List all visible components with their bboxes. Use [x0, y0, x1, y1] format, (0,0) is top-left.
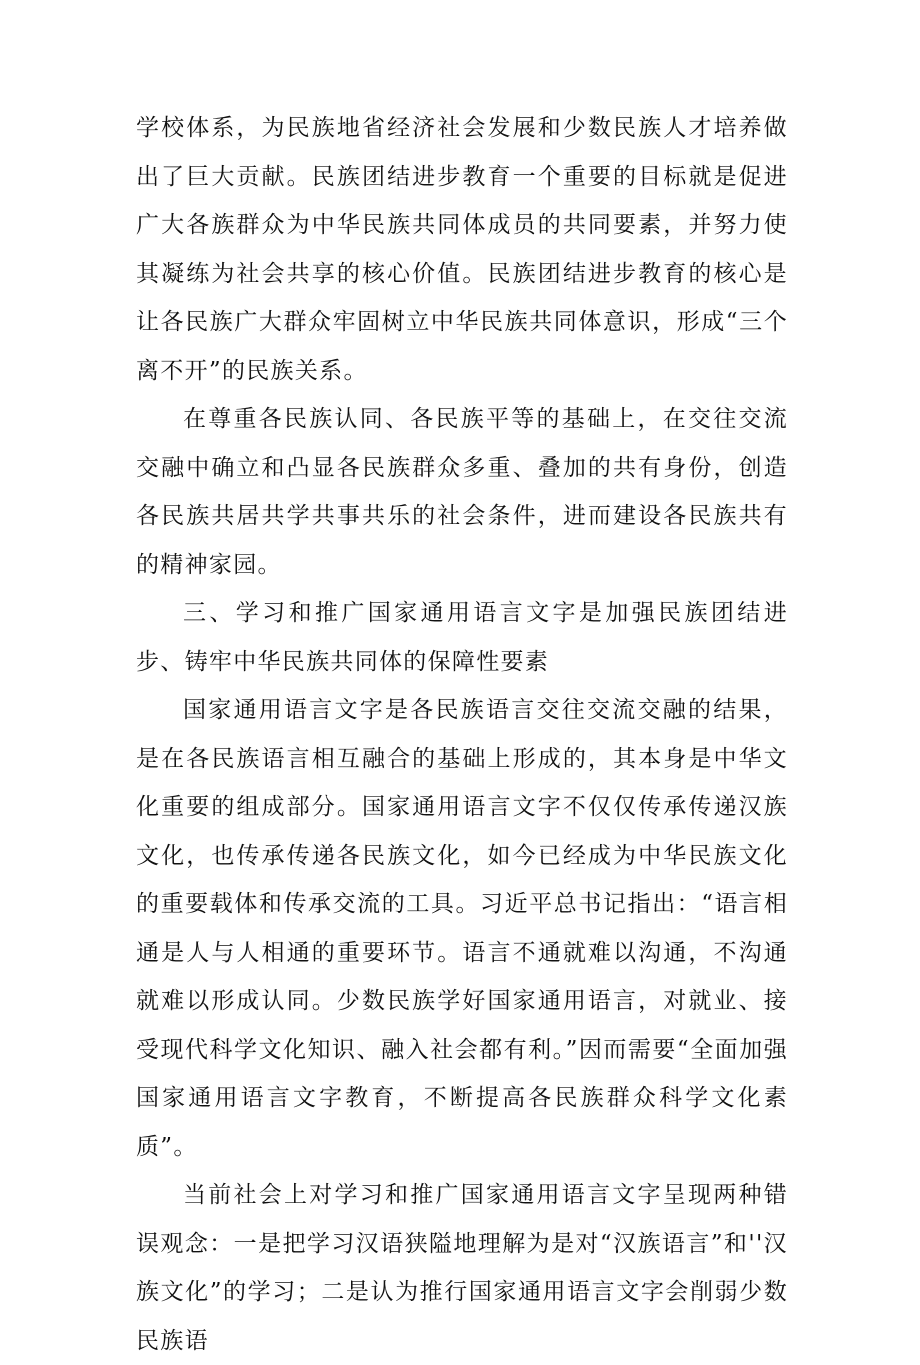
paragraph-2: 在尊重各民族认同、各民族平等的基础上，在交往交流交融中确立和凸显各民族群众多重、叠加的共有身份，创造各民族共居共学共事共乐的社会条件，进而建设各民族共有的精神家园。 [136, 406, 788, 578]
paragraph-5: 当前社会上对学习和推广国家通用语言文字呈现两种错误观念：一是把学习汉语狭隘地理解为是对“汉族语言”和''汉族文化”的学习；二是认为推行国家通用语言文字会削弱少数民族语 [136, 1182, 788, 1354]
paragraph-1: 学校体系，为民族地省经济社会发展和少数民族人才培养做出了巨大贡献。民族团结进步教育一个重要的目标就是促进广大各族群众为中华民族共同体成员的共同要素，并努力使其凝练为社会共享的核心价值。民族团结进步教育的核心是让各民族广大群众牢固树立中华民族共同体意识，形成“三个离不开”的民族关系。 [136, 115, 788, 384]
body-text [136, 104, 788, 1365]
paragraph-4: 国家通用语言文字是各民族语言交往交流交融的结果，是在各民族语言相互融合的基础上形成的，其本身是中华文化重要的组成部分。国家通用语言文字不仅仅传承传递汉族文化，也传承传递各民族文化，如今已经成为中华民族文化的重要载体和传承交流的工具。习近平总书记指出：“语言相通是人与人相通的重要环节。语言不通就难以沟通，不沟通就难以形成认同。少数民族学好国家通用语言，对就业、接受现代科学文化知识、融入社会都有利。”因而需要“全面加强国家通用语言文字教育，不断提高各民族群众科学文化素质”。 [136, 697, 788, 1160]
section-heading-3: 三、学习和推广国家通用语言文字是加强民族团结进步、铸牢中华民族共同体的保障性要素 [136, 600, 788, 675]
